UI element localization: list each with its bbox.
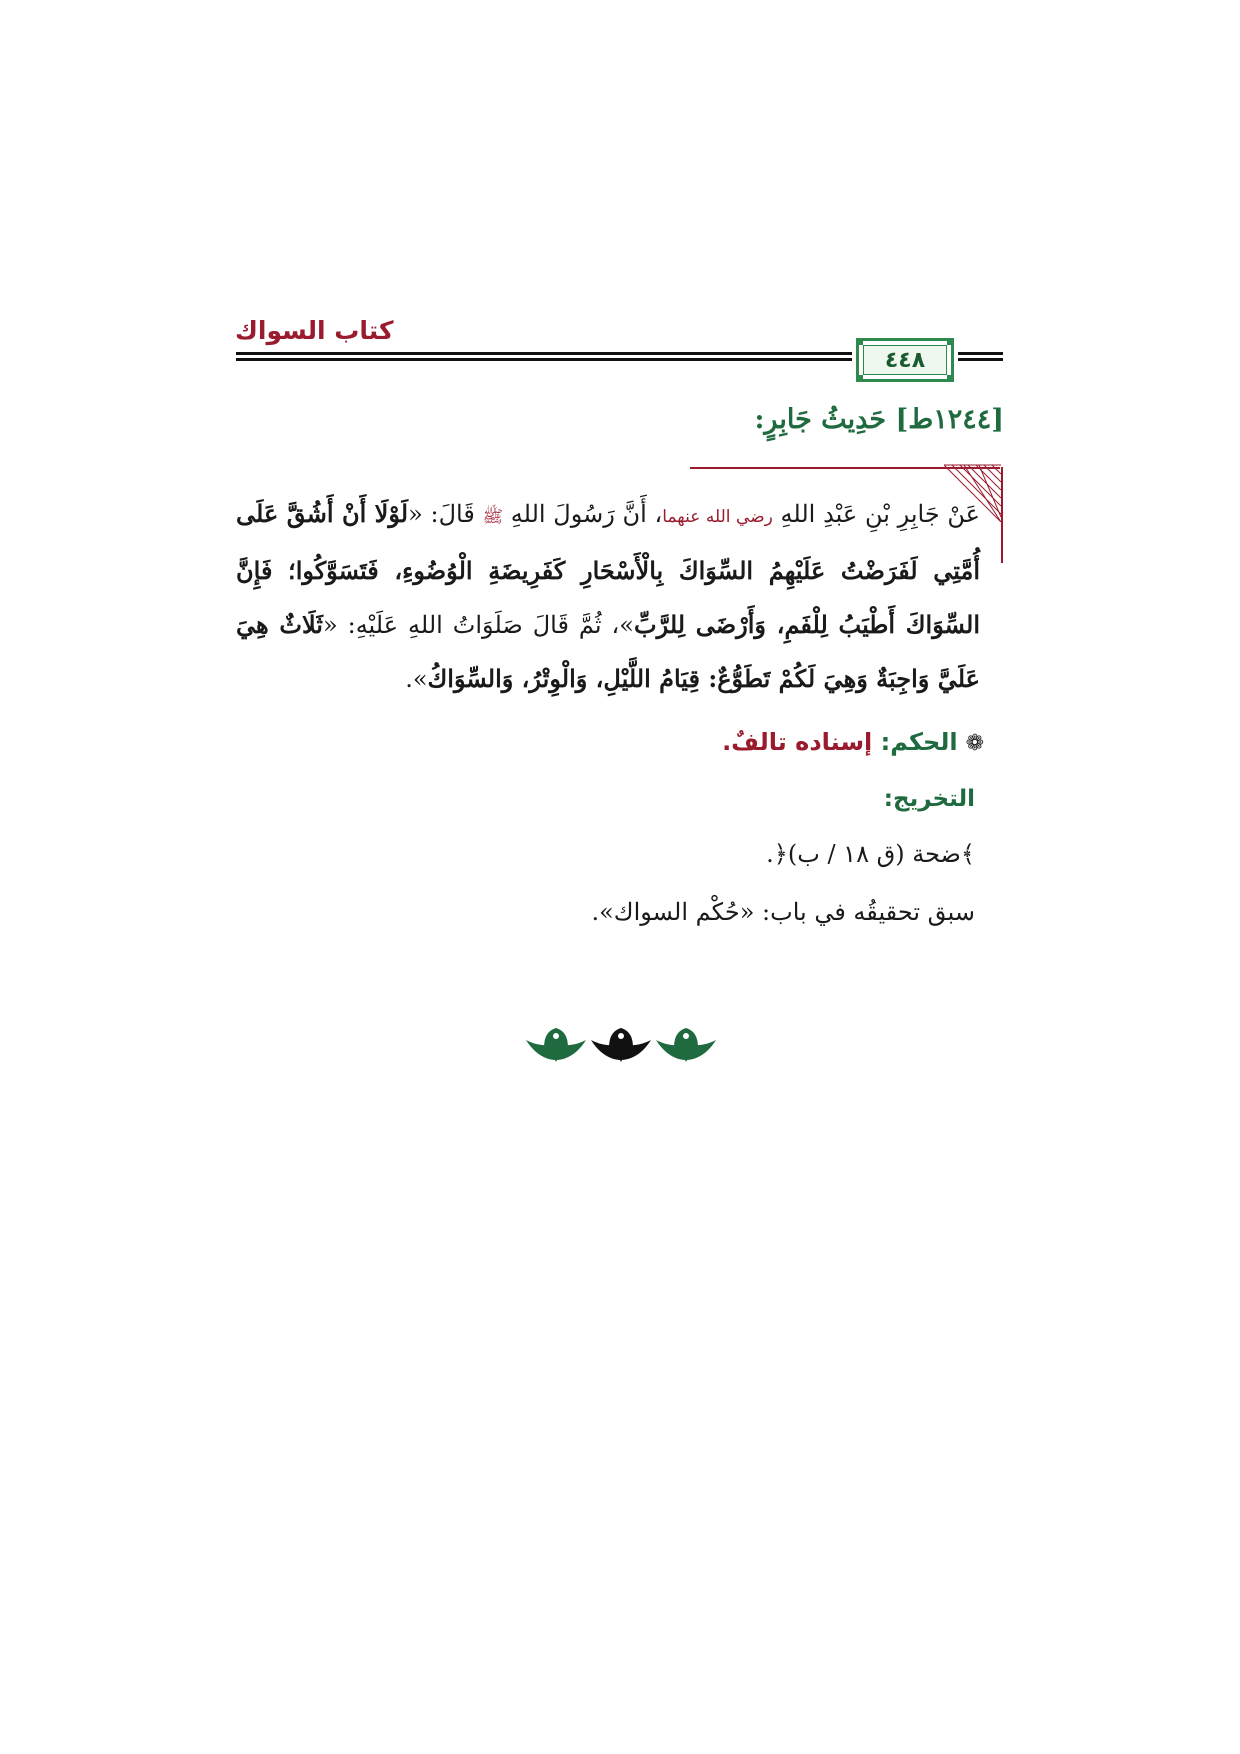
honorific-salawat: ﷺ — [482, 507, 504, 527]
lotus-ornament-icon — [591, 1028, 651, 1062]
takhrij-note-line: سبق تحقيقُه في باب: «حُكْم السواك». — [591, 898, 975, 926]
prophetic-quote-2: ثَلَاثٌ هِيَ عَلَيَّ وَاجِبَةٌ وَهِيَ لَكُمْ تَطَوُّعٌ: قِيَامُ اللَّيْلِ، وَالْوِتْرُ، وَالسِّوَاكُ — [236, 610, 980, 693]
matn-intro: عَنْ جَابِرِ بْنِ عَبْدِ اللهِ — [772, 500, 980, 528]
ruling-value: إسناده تالفٌ. — [722, 728, 873, 756]
page-number: ٤٤٨ — [884, 347, 926, 373]
frame-corner-ornament — [947, 338, 954, 345]
ruling-label: الحكم: — [880, 728, 958, 756]
lotus-ornament-icon — [526, 1028, 586, 1062]
prophetic-quote-1: لَوْلَا أَنْ أَشُقَّ عَلَى أُمَّتِي لَفَرَضْتُ عَلَيْهِمُ السِّوَاكَ بِالْأَسْحَارِ كَفَرِيضَةِ الْوُضُوءِ، فَتَسَوَّكُوا؛ فَإِنَّ السِّوَاكَ أَطْيَبُ لِلْفَمِ، وَأَرْضَى لِلرَّبِّ — [236, 499, 981, 639]
matn-end: ». — [405, 665, 428, 693]
takhrij-label: التخريج: — [883, 786, 975, 812]
matn-mid-2: قَالَ: « — [408, 500, 483, 528]
page-number-panel — [863, 345, 947, 375]
matn-mid-3: »، ثُمَّ قَالَ صَلَوَاتُ اللهِ عَلَيْهِ: « — [322, 611, 634, 639]
flower-bullet-icon: ❁ — [965, 731, 984, 756]
honorific-radiallahu: رضي الله عنهما — [662, 507, 773, 527]
lotus-ornament-icon — [656, 1028, 716, 1062]
frame-corner-ornament — [856, 338, 863, 345]
header-rule-left — [236, 352, 852, 361]
decorative-red-line — [690, 467, 1000, 469]
decorative-red-vertical — [1001, 467, 1003, 563]
matn-mid-1: ، أَنَّ رَسُولَ اللهِ — [503, 500, 663, 528]
section-end-ornaments — [516, 1018, 726, 1068]
hadith-text — [236, 487, 980, 706]
hadith-heading: [١٢٤٤ط] حَدِيثُ جَابِرٍ: — [754, 404, 1004, 435]
frame-corner-ornament — [856, 375, 863, 382]
header-rule-right — [958, 352, 1003, 361]
running-header-title: كتاب السواك — [235, 316, 394, 345]
frame-corner-ornament — [947, 375, 954, 382]
page-number-frame — [856, 338, 954, 382]
ruling-line — [722, 728, 984, 756]
takhrij-source-line: ﴾ضحة (ق ١٨ / ب)﴿. — [766, 840, 975, 868]
